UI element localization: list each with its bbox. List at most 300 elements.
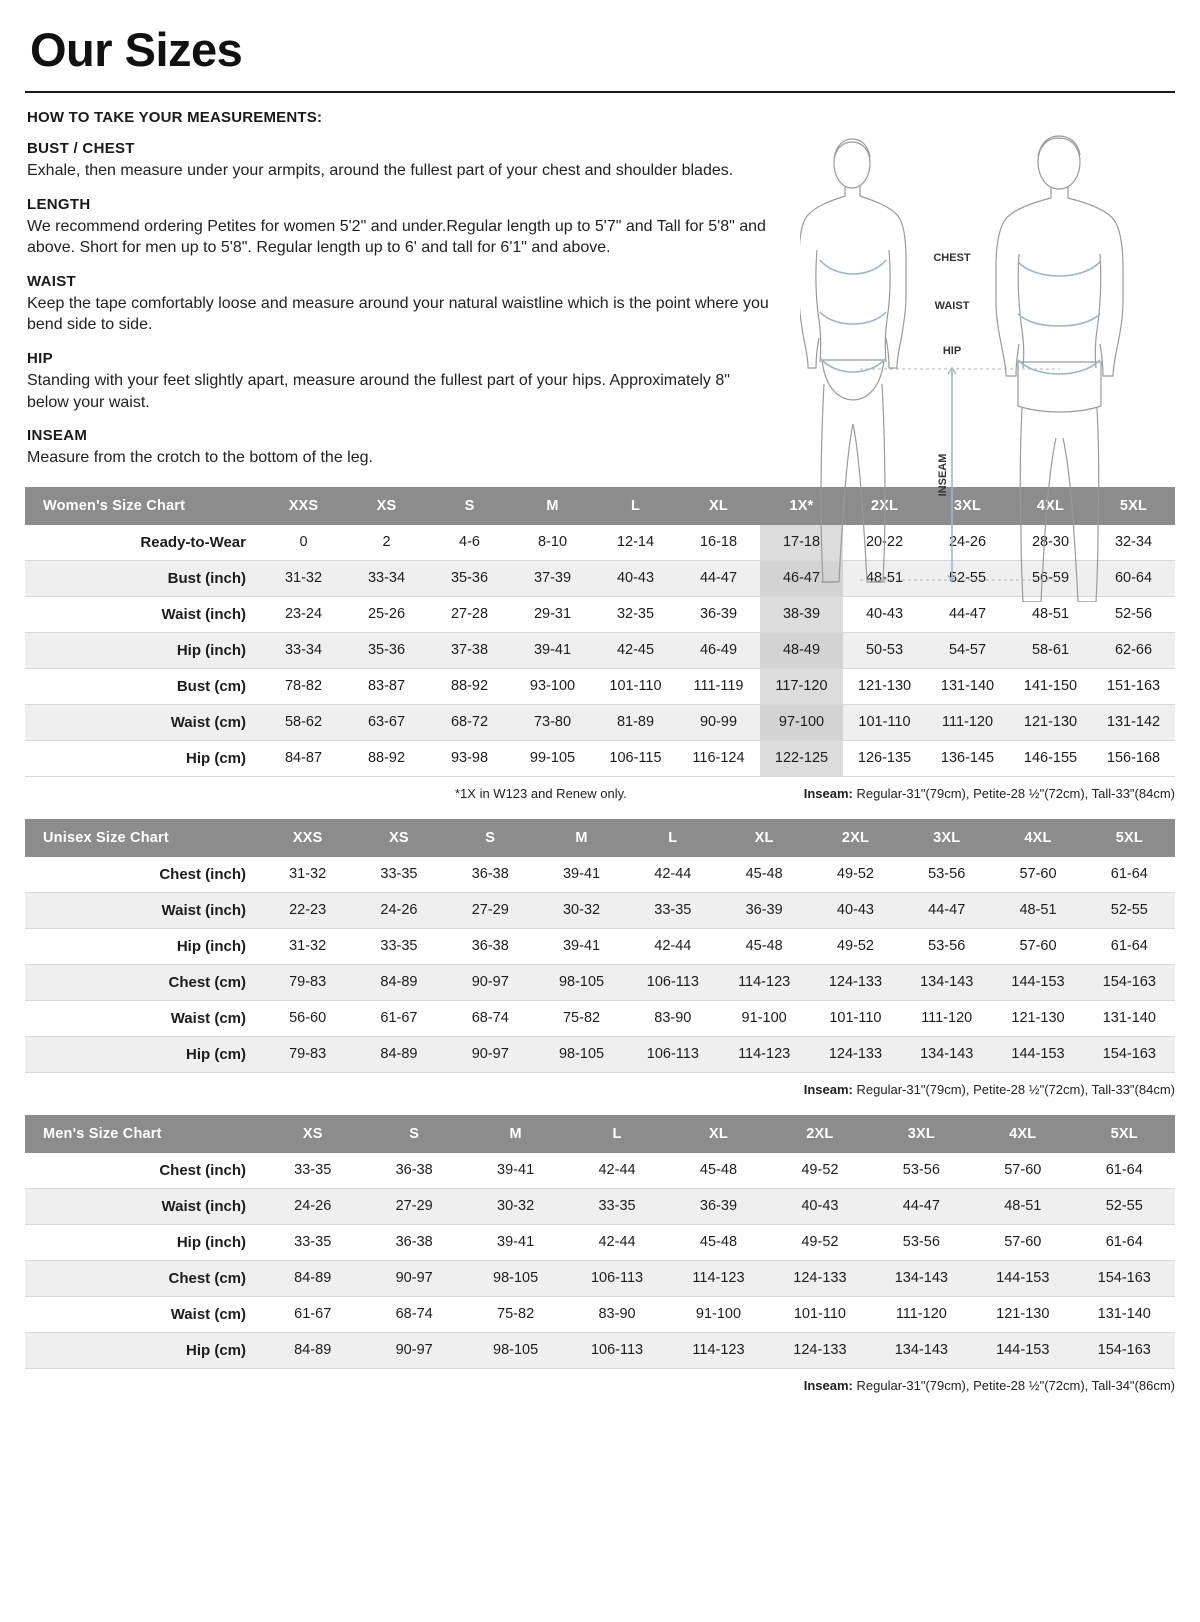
section-heading: HIP bbox=[27, 349, 53, 367]
table-row bbox=[25, 1000, 1175, 1036]
table-row bbox=[25, 892, 1175, 928]
womens-cell: 121-130 bbox=[1009, 704, 1092, 740]
womens-cell: 93-100 bbox=[511, 668, 594, 704]
unisex-cell: 98-105 bbox=[536, 1036, 627, 1072]
unisex-cell: 30-32 bbox=[536, 892, 627, 928]
womens-cell: 17-18 bbox=[760, 525, 843, 561]
figure-label-chest: CHEST bbox=[933, 252, 971, 264]
womens-cell: 56-59 bbox=[1009, 560, 1092, 596]
womens-cell: 37-38 bbox=[428, 632, 511, 668]
womens-cell: 81-89 bbox=[594, 704, 677, 740]
section-body: Standing with your feet slightly apart, measure around the fullest part of your hips. Approximately 8" below your waist. bbox=[27, 371, 730, 411]
inseam-guides bbox=[860, 369, 1060, 580]
unisex-cell: 33-35 bbox=[353, 857, 444, 893]
inseam-values: Regular-31"(79cm), Petite-28 ½"(72cm), Tall-34"(86cm) bbox=[856, 1377, 1175, 1393]
womens-cell: 36-39 bbox=[677, 596, 760, 632]
mens-cell: 114-123 bbox=[668, 1332, 769, 1368]
womens-cell: 8-10 bbox=[511, 525, 594, 561]
unisex-column-header: M bbox=[536, 819, 627, 857]
mens-cell: 106-113 bbox=[566, 1332, 667, 1368]
womens-cell: 111-120 bbox=[926, 704, 1009, 740]
womens-cell: 78-82 bbox=[262, 668, 345, 704]
mens-column-header: S bbox=[363, 1115, 464, 1153]
womens-cell: 35-36 bbox=[345, 632, 428, 668]
womens-cell: 42-45 bbox=[594, 632, 677, 668]
unisex-cell: 45-48 bbox=[718, 857, 809, 893]
unisex-inseam-note bbox=[25, 1082, 1175, 1097]
unisex-cell: 79-83 bbox=[262, 1036, 353, 1072]
unisex-cell: 31-32 bbox=[262, 928, 353, 964]
mens-cell: 144-153 bbox=[972, 1332, 1073, 1368]
mens-cell: 144-153 bbox=[972, 1260, 1073, 1296]
mens-cell: 57-60 bbox=[972, 1153, 1073, 1189]
womens-chart-title: Women's Size Chart bbox=[25, 487, 262, 525]
womens-cell: 50-53 bbox=[843, 632, 926, 668]
mens-size-chart-block bbox=[25, 1115, 1175, 1393]
mens-cell: 42-44 bbox=[566, 1153, 667, 1189]
unisex-cell: 101-110 bbox=[810, 1000, 901, 1036]
womens-cell: 52-56 bbox=[1092, 596, 1175, 632]
mens-cell: 121-130 bbox=[972, 1296, 1073, 1332]
unisex-cell: 49-52 bbox=[810, 928, 901, 964]
mens-cell: 48-51 bbox=[972, 1188, 1073, 1224]
mens-cell: 114-123 bbox=[668, 1260, 769, 1296]
unisex-column-header: L bbox=[627, 819, 718, 857]
mens-cell: 45-48 bbox=[668, 1153, 769, 1189]
table-row bbox=[25, 964, 1175, 1000]
figure-label-waist: WAIST bbox=[934, 300, 970, 312]
inseam-values: Regular-31"(79cm), Petite-28 ½"(72cm), Tall-33"(84cm) bbox=[856, 785, 1175, 801]
womens-cell: 58-62 bbox=[262, 704, 345, 740]
mens-cell: 101-110 bbox=[769, 1296, 870, 1332]
womens-cell: 40-43 bbox=[594, 560, 677, 596]
mens-cell: 75-82 bbox=[465, 1296, 566, 1332]
unisex-column-header: 5XL bbox=[1084, 819, 1175, 857]
womens-cell: 88-92 bbox=[428, 668, 511, 704]
mens-column-header: 4XL bbox=[972, 1115, 1073, 1153]
unisex-cell: 42-44 bbox=[627, 928, 718, 964]
mens-cell: 134-143 bbox=[871, 1260, 972, 1296]
mens-cell: 27-29 bbox=[363, 1188, 464, 1224]
mens-cell: 30-32 bbox=[465, 1188, 566, 1224]
mens-size-chart-table bbox=[25, 1115, 1175, 1369]
unisex-cell: 106-113 bbox=[627, 964, 718, 1000]
womens-cell: 32-34 bbox=[1092, 525, 1175, 561]
inseam-label: Inseam: bbox=[803, 1377, 853, 1393]
unisex-cell: 36-38 bbox=[445, 857, 536, 893]
female-measure-lines bbox=[820, 260, 886, 372]
unisex-column-header: XXS bbox=[262, 819, 353, 857]
unisex-cell: 49-52 bbox=[810, 857, 901, 893]
womens-cell: 121-130 bbox=[843, 668, 926, 704]
mens-cell: 49-52 bbox=[769, 1224, 870, 1260]
womens-cell: 99-105 bbox=[511, 740, 594, 776]
male-measure-lines bbox=[1018, 262, 1100, 374]
womens-column-header: 5XL bbox=[1092, 487, 1175, 525]
womens-cell: 93-98 bbox=[428, 740, 511, 776]
womens-cell: 32-35 bbox=[594, 596, 677, 632]
unisex-row-label: Waist (inch) bbox=[25, 892, 262, 928]
mens-cell: 131-140 bbox=[1074, 1296, 1176, 1332]
section-heading: INSEAM bbox=[27, 427, 88, 445]
table-row bbox=[25, 1036, 1175, 1072]
womens-cell: 33-34 bbox=[345, 560, 428, 596]
mens-chart-body bbox=[25, 1153, 1175, 1369]
womens-column-header: 1X* bbox=[760, 487, 843, 525]
unisex-cell: 98-105 bbox=[536, 964, 627, 1000]
mens-cell: 91-100 bbox=[668, 1296, 769, 1332]
womens-row-label: Bust (cm) bbox=[25, 668, 262, 704]
mens-cell: 90-97 bbox=[363, 1260, 464, 1296]
unisex-cell: 114-123 bbox=[718, 964, 809, 1000]
unisex-cell: 124-133 bbox=[810, 1036, 901, 1072]
mens-cell: 124-133 bbox=[769, 1332, 870, 1368]
womens-cell: 23-24 bbox=[262, 596, 345, 632]
mens-cell: 40-43 bbox=[769, 1188, 870, 1224]
body-measurement-diagram bbox=[800, 132, 1180, 602]
unisex-cell: 24-26 bbox=[353, 892, 444, 928]
womens-column-header: M bbox=[511, 487, 594, 525]
unisex-column-header: 3XL bbox=[901, 819, 992, 857]
unisex-cell: 57-60 bbox=[992, 928, 1083, 964]
womens-inseam-note bbox=[804, 786, 1175, 801]
size-guide-page bbox=[0, 22, 1200, 1622]
womens-cell: 44-47 bbox=[677, 560, 760, 596]
table-row bbox=[25, 1153, 1175, 1189]
mens-cell: 90-97 bbox=[363, 1332, 464, 1368]
table-row bbox=[25, 632, 1175, 668]
unisex-cell: 144-153 bbox=[992, 964, 1083, 1000]
womens-cell: 38-39 bbox=[760, 596, 843, 632]
mens-cell: 61-64 bbox=[1074, 1153, 1176, 1189]
mens-cell: 49-52 bbox=[769, 1153, 870, 1189]
unisex-cell: 111-120 bbox=[901, 1000, 992, 1036]
unisex-cell: 134-143 bbox=[901, 1036, 992, 1072]
womens-cell: 131-142 bbox=[1092, 704, 1175, 740]
mens-cell: 42-44 bbox=[566, 1224, 667, 1260]
table-row bbox=[25, 1296, 1175, 1332]
womens-cell: 117-120 bbox=[760, 668, 843, 704]
unisex-cell: 31-32 bbox=[262, 857, 353, 893]
unisex-cell: 33-35 bbox=[353, 928, 444, 964]
unisex-row-label: Hip (inch) bbox=[25, 928, 262, 964]
womens-cell: 151-163 bbox=[1092, 668, 1175, 704]
instruction-section-inseam bbox=[27, 427, 772, 469]
womens-column-header: 3XL bbox=[926, 487, 1009, 525]
mens-row-label: Waist (inch) bbox=[25, 1188, 262, 1224]
womens-cell: 40-43 bbox=[843, 596, 926, 632]
mens-cell: 61-64 bbox=[1074, 1224, 1176, 1260]
mens-chart-title: Men's Size Chart bbox=[25, 1115, 262, 1153]
mens-cell: 84-89 bbox=[262, 1332, 363, 1368]
womens-cell: 24-26 bbox=[926, 525, 1009, 561]
womens-column-header: S bbox=[428, 487, 511, 525]
unisex-chart-title: Unisex Size Chart bbox=[25, 819, 262, 857]
unisex-cell: 91-100 bbox=[718, 1000, 809, 1036]
mens-cell: 68-74 bbox=[363, 1296, 464, 1332]
womens-cell: 27-28 bbox=[428, 596, 511, 632]
mens-cell: 57-60 bbox=[972, 1224, 1073, 1260]
mens-inseam-note bbox=[25, 1378, 1175, 1393]
womens-cell: 52-55 bbox=[926, 560, 1009, 596]
womens-cell: 146-155 bbox=[1009, 740, 1092, 776]
womens-cell: 12-14 bbox=[594, 525, 677, 561]
mens-cell: 134-143 bbox=[871, 1332, 972, 1368]
mens-row-label: Hip (inch) bbox=[25, 1224, 262, 1260]
unisex-cell: 68-74 bbox=[445, 1000, 536, 1036]
unisex-cell: 124-133 bbox=[810, 964, 901, 1000]
womens-column-header: 4XL bbox=[1009, 487, 1092, 525]
table-row bbox=[25, 740, 1175, 776]
section-body: Exhale, then measure under your armpits, around the fullest part of your chest and shoulder blades. bbox=[27, 162, 734, 179]
womens-cell: 33-34 bbox=[262, 632, 345, 668]
mens-row-label: Waist (cm) bbox=[25, 1296, 262, 1332]
womens-row-label: Bust (inch) bbox=[25, 560, 262, 596]
unisex-cell: 90-97 bbox=[445, 964, 536, 1000]
unisex-column-header: S bbox=[445, 819, 536, 857]
unisex-cell: 61-67 bbox=[353, 1000, 444, 1036]
unisex-chart-body bbox=[25, 857, 1175, 1073]
womens-cell: 62-66 bbox=[1092, 632, 1175, 668]
womens-row-label: Waist (inch) bbox=[25, 596, 262, 632]
unisex-cell: 53-56 bbox=[901, 928, 992, 964]
mens-column-header: 5XL bbox=[1074, 1115, 1176, 1153]
womens-cell: 48-51 bbox=[843, 560, 926, 596]
mens-cell: 24-26 bbox=[262, 1188, 363, 1224]
womens-cell: 90-99 bbox=[677, 704, 760, 740]
mens-row-label: Chest (cm) bbox=[25, 1260, 262, 1296]
womens-column-header: XS bbox=[345, 487, 428, 525]
womens-row-label: Hip (inch) bbox=[25, 632, 262, 668]
section-heading: LENGTH bbox=[27, 195, 91, 213]
mens-cell: 83-90 bbox=[566, 1296, 667, 1332]
unisex-column-header: XL bbox=[718, 819, 809, 857]
table-row bbox=[25, 1332, 1175, 1368]
womens-cell: 106-115 bbox=[594, 740, 677, 776]
womens-cell: 37-39 bbox=[511, 560, 594, 596]
unisex-cell: 114-123 bbox=[718, 1036, 809, 1072]
womens-cell: 101-110 bbox=[594, 668, 677, 704]
mens-cell: 39-41 bbox=[465, 1224, 566, 1260]
unisex-cell: 154-163 bbox=[1084, 1036, 1175, 1072]
mens-cell: 53-56 bbox=[871, 1153, 972, 1189]
female-figure bbox=[800, 139, 906, 582]
unisex-size-chart-table bbox=[25, 819, 1175, 1073]
womens-cell: 63-67 bbox=[345, 704, 428, 740]
unisex-cell: 57-60 bbox=[992, 857, 1083, 893]
womens-cell: 111-119 bbox=[677, 668, 760, 704]
table-row bbox=[25, 928, 1175, 964]
unisex-cell: 131-140 bbox=[1084, 1000, 1175, 1036]
mens-row-label: Chest (inch) bbox=[25, 1153, 262, 1189]
womens-cell: 20-22 bbox=[843, 525, 926, 561]
section-heading: BUST / CHEST bbox=[27, 140, 135, 157]
womens-cell: 60-64 bbox=[1092, 560, 1175, 596]
womens-row-label: Hip (cm) bbox=[25, 740, 262, 776]
womens-cell: 46-49 bbox=[677, 632, 760, 668]
unisex-cell: 27-29 bbox=[445, 892, 536, 928]
womens-cell: 39-41 bbox=[511, 632, 594, 668]
mens-cell: 36-38 bbox=[363, 1224, 464, 1260]
unisex-cell: 75-82 bbox=[536, 1000, 627, 1036]
womens-cell: 58-61 bbox=[1009, 632, 1092, 668]
table-row bbox=[25, 1188, 1175, 1224]
unisex-row-label: Chest (inch) bbox=[25, 857, 262, 893]
unisex-cell: 36-39 bbox=[718, 892, 809, 928]
unisex-cell: 56-60 bbox=[262, 1000, 353, 1036]
mens-cell: 52-55 bbox=[1074, 1188, 1176, 1224]
unisex-cell: 90-97 bbox=[445, 1036, 536, 1072]
mens-column-header: XS bbox=[262, 1115, 363, 1153]
instruction-section-length bbox=[27, 196, 772, 259]
instruction-section-waist bbox=[27, 273, 772, 336]
womens-cell: 101-110 bbox=[843, 704, 926, 740]
unisex-cell: 39-41 bbox=[536, 857, 627, 893]
womens-cell: 156-168 bbox=[1092, 740, 1175, 776]
womens-cell: 29-31 bbox=[511, 596, 594, 632]
section-heading: WAIST bbox=[27, 272, 76, 290]
womens-row-label: Waist (cm) bbox=[25, 704, 262, 740]
womens-cell: 136-145 bbox=[926, 740, 1009, 776]
mens-cell: 36-39 bbox=[668, 1188, 769, 1224]
unisex-cell: 36-38 bbox=[445, 928, 536, 964]
womens-cell: 122-125 bbox=[760, 740, 843, 776]
figures-svg bbox=[800, 132, 1180, 602]
mens-cell: 98-105 bbox=[465, 1260, 566, 1296]
unisex-cell: 48-51 bbox=[992, 892, 1083, 928]
table-row bbox=[25, 1224, 1175, 1260]
mens-cell: 98-105 bbox=[465, 1332, 566, 1368]
inseam-label: Inseam: bbox=[803, 785, 853, 801]
unisex-cell: 134-143 bbox=[901, 964, 992, 1000]
table-row bbox=[25, 1260, 1175, 1296]
unisex-size-chart-block bbox=[25, 819, 1175, 1097]
womens-cell: 16-18 bbox=[677, 525, 760, 561]
womens-cell: 31-32 bbox=[262, 560, 345, 596]
womens-row-label: Ready-to-Wear bbox=[25, 525, 262, 561]
unisex-cell: 40-43 bbox=[810, 892, 901, 928]
section-body: Keep the tape comfortably loose and measure around your natural waistline which is the point where you bend side to side. bbox=[27, 294, 769, 334]
unisex-row-label: Hip (cm) bbox=[25, 1036, 262, 1072]
mens-cell: 36-38 bbox=[363, 1153, 464, 1189]
unisex-cell: 61-64 bbox=[1084, 857, 1175, 893]
mens-column-header: XL bbox=[668, 1115, 769, 1153]
section-body: Measure from the crotch to the bottom of the leg. bbox=[27, 449, 373, 467]
unisex-cell: 79-83 bbox=[262, 964, 353, 1000]
measurement-instructions bbox=[25, 109, 772, 469]
unisex-column-header: 2XL bbox=[810, 819, 901, 857]
mens-cell: 44-47 bbox=[871, 1188, 972, 1224]
figure-label-inseam: INSEAM bbox=[937, 453, 949, 497]
mens-cell: 33-35 bbox=[262, 1224, 363, 1260]
mens-cell: 45-48 bbox=[668, 1224, 769, 1260]
figure-label-hip: HIP bbox=[942, 345, 962, 357]
instruction-section-bust bbox=[27, 140, 772, 182]
instruction-section-hip bbox=[27, 350, 772, 413]
womens-cell: 48-51 bbox=[1009, 596, 1092, 632]
womens-column-header: XL bbox=[677, 487, 760, 525]
inseam-label: Inseam: bbox=[803, 1081, 853, 1097]
unisex-cell: 42-44 bbox=[627, 857, 718, 893]
womens-column-header: 2XL bbox=[843, 487, 926, 525]
mens-cell: 61-67 bbox=[262, 1296, 363, 1332]
womens-cell: 25-26 bbox=[345, 596, 428, 632]
womens-column-header: L bbox=[594, 487, 677, 525]
unisex-cell: 84-89 bbox=[353, 964, 444, 1000]
womens-cell: 46-47 bbox=[760, 560, 843, 596]
mens-cell: 124-133 bbox=[769, 1260, 870, 1296]
inseam-arrow bbox=[948, 368, 956, 581]
mens-cell: 33-35 bbox=[262, 1153, 363, 1189]
unisex-cell: 121-130 bbox=[992, 1000, 1083, 1036]
section-body: We recommend ordering Petites for women 5'2" and under.Regular length up to 5'7" and Tall for 5'8" and above. Short for men up to 5'8". Regular length up to 6' and tall for 6'1" and above. bbox=[27, 217, 766, 257]
unisex-cell: 144-153 bbox=[992, 1036, 1083, 1072]
womens-cell: 68-72 bbox=[428, 704, 511, 740]
how-to-label: HOW TO TAKE YOUR MEASUREMENTS: bbox=[27, 109, 323, 126]
womens-cell: 0 bbox=[262, 525, 345, 561]
mens-column-header: 3XL bbox=[871, 1115, 972, 1153]
mens-cell: 53-56 bbox=[871, 1224, 972, 1260]
page-title: Our Sizes bbox=[30, 23, 243, 76]
unisex-row-label: Waist (cm) bbox=[25, 1000, 262, 1036]
mens-cell: 154-163 bbox=[1074, 1332, 1176, 1368]
unisex-cell: 84-89 bbox=[353, 1036, 444, 1072]
womens-cell: 35-36 bbox=[428, 560, 511, 596]
mens-cell: 33-35 bbox=[566, 1188, 667, 1224]
womens-column-header: XXS bbox=[262, 487, 345, 525]
mens-column-header: 2XL bbox=[769, 1115, 870, 1153]
table-row bbox=[25, 704, 1175, 740]
unisex-cell: 52-55 bbox=[1084, 892, 1175, 928]
mens-column-header: M bbox=[465, 1115, 566, 1153]
unisex-cell: 44-47 bbox=[901, 892, 992, 928]
mens-cell: 39-41 bbox=[465, 1153, 566, 1189]
womens-cell: 131-140 bbox=[926, 668, 1009, 704]
womens-cell: 48-49 bbox=[760, 632, 843, 668]
unisex-cell: 83-90 bbox=[627, 1000, 718, 1036]
title-divider bbox=[25, 91, 1175, 93]
mens-cell: 111-120 bbox=[871, 1296, 972, 1332]
table-header-row bbox=[25, 819, 1175, 857]
unisex-column-header: 4XL bbox=[992, 819, 1083, 857]
unisex-cell: 154-163 bbox=[1084, 964, 1175, 1000]
womens-cell: 116-124 bbox=[677, 740, 760, 776]
womens-cell: 84-87 bbox=[262, 740, 345, 776]
unisex-cell: 61-64 bbox=[1084, 928, 1175, 964]
unisex-cell: 33-35 bbox=[627, 892, 718, 928]
womens-cell: 73-80 bbox=[511, 704, 594, 740]
table-row bbox=[25, 668, 1175, 704]
womens-cell: 141-150 bbox=[1009, 668, 1092, 704]
womens-cell: 126-135 bbox=[843, 740, 926, 776]
table-row bbox=[25, 857, 1175, 893]
unisex-cell: 53-56 bbox=[901, 857, 992, 893]
inseam-values: Regular-31"(79cm), Petite-28 ½"(72cm), Tall-33"(84cm) bbox=[856, 1081, 1175, 1097]
unisex-row-label: Chest (cm) bbox=[25, 964, 262, 1000]
womens-cell: 44-47 bbox=[926, 596, 1009, 632]
unisex-column-header: XS bbox=[353, 819, 444, 857]
unisex-cell: 106-113 bbox=[627, 1036, 718, 1072]
mens-cell: 84-89 bbox=[262, 1260, 363, 1296]
unisex-cell: 22-23 bbox=[262, 892, 353, 928]
unisex-cell: 45-48 bbox=[718, 928, 809, 964]
mens-row-label: Hip (cm) bbox=[25, 1332, 262, 1368]
mens-cell: 154-163 bbox=[1074, 1260, 1176, 1296]
mens-cell: 106-113 bbox=[566, 1260, 667, 1296]
womens-cell: 28-30 bbox=[1009, 525, 1092, 561]
womens-cell: 97-100 bbox=[760, 704, 843, 740]
womens-chart-notes bbox=[25, 786, 1175, 801]
